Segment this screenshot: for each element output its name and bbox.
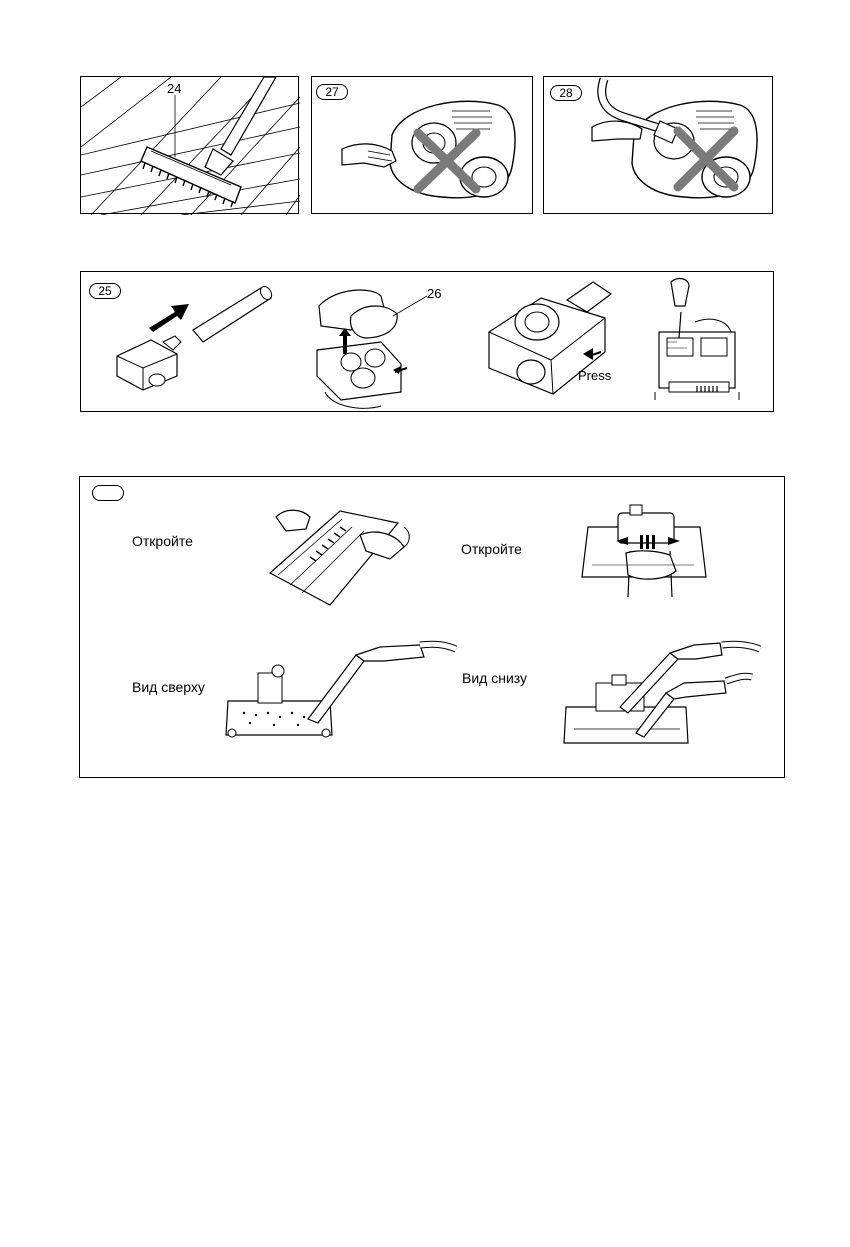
step-badge-28: 28 [550, 85, 582, 101]
step-badge-cleaning [92, 485, 124, 501]
step-badge-27: 27 [316, 84, 348, 100]
top-view-label: Вид сверху [132, 679, 205, 695]
panel-floor-nozzle [80, 76, 299, 214]
panel-warning-28 [543, 76, 773, 214]
step-badge-25: 25 [89, 283, 121, 299]
floor-nozzle-illustration [81, 77, 300, 215]
press-label: Press [578, 368, 612, 383]
cleaning-illustration [80, 477, 786, 779]
panel-cleaning [79, 476, 785, 778]
bottom-view-label: Вид снизу [462, 670, 528, 686]
part-number-24: 24 [167, 81, 182, 96]
panel-turbo-nozzle-25 [80, 271, 774, 412]
open-label-left: Откройте [132, 533, 193, 549]
open-label-right: Откройте [461, 541, 522, 557]
panel-warning-27 [311, 76, 533, 214]
part-number-26: 26 [427, 286, 442, 301]
